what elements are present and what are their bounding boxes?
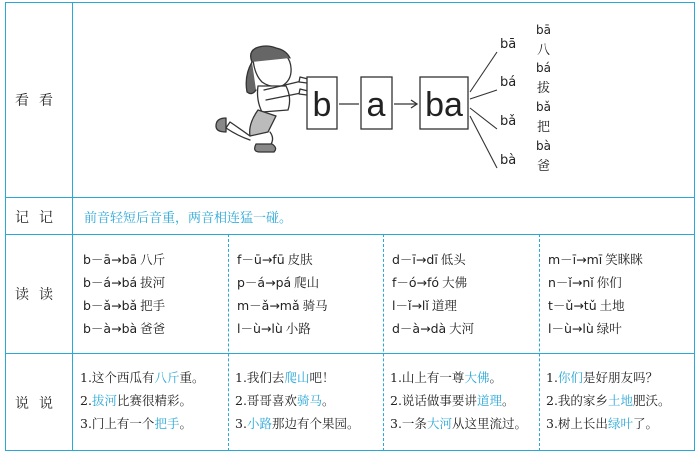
highlight-word: 把手	[154, 416, 180, 431]
du-line	[548, 271, 643, 294]
column-divider	[539, 234, 540, 451]
tone-ruby: bá	[536, 61, 551, 75]
spelling: t－ǔ→tǔ	[548, 298, 597, 313]
box-ba-text: ba	[425, 86, 463, 124]
du-line	[237, 271, 328, 294]
shuo-column-2	[235, 366, 359, 435]
tone-char: 爸	[537, 159, 551, 174]
arrow	[394, 100, 417, 108]
sentence-text: 3.一条	[390, 416, 427, 431]
highlight-word: 道理	[476, 393, 502, 408]
sentence-text: 肥沃。	[632, 393, 671, 408]
du-line	[83, 317, 165, 340]
sentence	[546, 366, 670, 389]
du-line	[392, 271, 474, 294]
sentence-text: 比赛很精彩。	[116, 393, 192, 408]
spelling: b－à→bà	[83, 321, 138, 336]
sentence-text: 1.山上有一尊	[390, 370, 465, 385]
spelling: b－ā→bā	[83, 252, 138, 267]
word: 爸爸	[140, 321, 166, 336]
sentence	[390, 389, 527, 412]
highlight-word: 绿叶	[607, 416, 633, 431]
sentence-text: 。	[501, 393, 515, 408]
sentence-text: 2.哥哥喜欢	[235, 393, 297, 408]
spelling: n－ǐ→nǐ	[548, 275, 594, 290]
shuo-column-3	[390, 366, 527, 435]
du-line	[548, 248, 643, 271]
spelling: f－ó→fó	[392, 275, 440, 290]
spelling: m－ǎ→mǎ	[237, 298, 300, 313]
row-divider	[5, 234, 695, 235]
word: 低头	[440, 252, 466, 267]
sentence	[80, 412, 204, 435]
column-divider	[228, 234, 229, 451]
word: 绿叶	[596, 321, 622, 336]
sentence-text: 是好朋友吗？	[582, 370, 658, 385]
spelling: b－á→bá	[83, 275, 138, 290]
sentence-text: 1.我们去	[235, 370, 285, 385]
sentence	[80, 389, 204, 412]
spelling: l－ù→lù	[548, 321, 594, 336]
shuo-column-4	[546, 366, 670, 435]
highlight-word: 八斤	[154, 370, 180, 385]
label-ji: 记记	[15, 210, 63, 226]
tone-ruby: bǎ	[536, 100, 551, 114]
highlight-word: 你们	[557, 370, 583, 385]
word: 你们	[596, 275, 622, 290]
du-column-4	[548, 248, 643, 340]
branch-lines	[470, 52, 497, 168]
sentence	[546, 389, 670, 412]
word: 骑马	[302, 298, 328, 313]
sentence-text: 2.	[80, 393, 92, 408]
tone-ruby: bà	[536, 139, 551, 153]
du-line	[83, 271, 165, 294]
tone-pinyin: bà	[500, 153, 517, 168]
spelling: p－á→pá	[237, 275, 292, 290]
box-b-text: b	[312, 86, 332, 124]
label-shuo: 说说	[15, 396, 63, 412]
highlight-word: 小路	[246, 416, 272, 431]
du-line	[237, 294, 328, 317]
sentence-text: 2.我的家乡	[546, 393, 608, 408]
sentence	[390, 366, 527, 389]
sentence-text: 1.	[546, 370, 558, 385]
highlight-word: 爬山	[284, 370, 310, 385]
word: 大河	[449, 321, 475, 336]
sentence	[235, 389, 359, 412]
sentence	[80, 366, 204, 389]
jiyi-text: 前音轻短后音重，两音相连猛一碰。	[84, 211, 293, 226]
tone-char: 把	[537, 120, 551, 135]
du-column-2	[237, 248, 328, 340]
kan-illustration	[0, 0, 700, 200]
sentence	[235, 412, 359, 435]
spelling: b－ǎ→bǎ	[83, 298, 138, 313]
spelling: l－ù→lù	[237, 321, 283, 336]
sentence-text: 2.说话做事要讲	[390, 393, 477, 408]
word: 爬山	[294, 275, 320, 290]
sentence-text: 3.	[235, 416, 247, 431]
word: 大佛	[442, 275, 468, 290]
word: 拔河	[140, 275, 166, 290]
spelling: d－à→dà	[392, 321, 447, 336]
tone-pinyin: bā	[500, 37, 517, 52]
column-divider	[383, 234, 384, 451]
label-du: 读读	[15, 287, 63, 303]
du-line	[548, 294, 643, 317]
sentence-text: 。	[179, 416, 192, 431]
sentence-text: 从这里流过。	[451, 416, 527, 431]
sentence-text: 1.这个西瓜有	[80, 370, 155, 385]
spelling: l－ǐ→lǐ	[392, 298, 429, 313]
shuo-column-1	[80, 366, 204, 435]
word: 八斤	[140, 252, 166, 267]
highlight-word: 拔河	[91, 393, 117, 408]
sentence-text: 那边有个果园。	[271, 416, 360, 431]
du-line	[548, 317, 643, 340]
label-kan: 看看	[15, 93, 63, 109]
box-a-text: a	[366, 86, 386, 124]
du-line	[237, 317, 328, 340]
sentence-text: 3.树上长出	[546, 416, 608, 431]
du-line	[392, 248, 474, 271]
highlight-word: 大河	[426, 416, 452, 431]
row-divider	[5, 353, 695, 354]
du-line	[392, 317, 474, 340]
tone-pinyin: bá	[500, 75, 517, 90]
du-line	[83, 294, 165, 317]
spelling: f－ū→fū	[237, 252, 285, 267]
spelling: d－ī→dī	[392, 252, 438, 267]
girl-pushing-illustration	[216, 46, 308, 152]
highlight-word: 土地	[607, 393, 633, 408]
highlight-word: 骑马	[296, 393, 322, 408]
word: 土地	[599, 298, 625, 313]
sentence	[390, 412, 527, 435]
du-column-1	[83, 248, 165, 340]
du-line	[83, 248, 165, 271]
tone-char: 拔	[537, 81, 551, 96]
sentence-text: 。	[489, 370, 502, 385]
sentence-text: 。	[321, 393, 335, 408]
highlight-word: 大佛	[464, 370, 490, 385]
word: 皮肤	[287, 252, 313, 267]
sentence	[546, 412, 670, 435]
du-line	[392, 294, 474, 317]
sentence-text: 了。	[632, 416, 658, 431]
spelling: m－ī→mī	[548, 252, 603, 267]
sentence-text: 3.门上有一个	[80, 416, 155, 431]
sentence-text: 重。	[179, 370, 205, 385]
tone-ruby: bā	[536, 23, 551, 37]
word: 小路	[285, 321, 311, 336]
word: 笑眯眯	[605, 252, 643, 267]
word: 把手	[140, 298, 166, 313]
tone-pinyin: bǎ	[500, 114, 517, 129]
sentence-text: 吧！	[309, 370, 335, 385]
du-column-3	[392, 248, 474, 340]
tone-char: 八	[537, 43, 551, 58]
sentence	[235, 366, 359, 389]
word: 道理	[431, 298, 457, 313]
du-line	[237, 248, 328, 271]
